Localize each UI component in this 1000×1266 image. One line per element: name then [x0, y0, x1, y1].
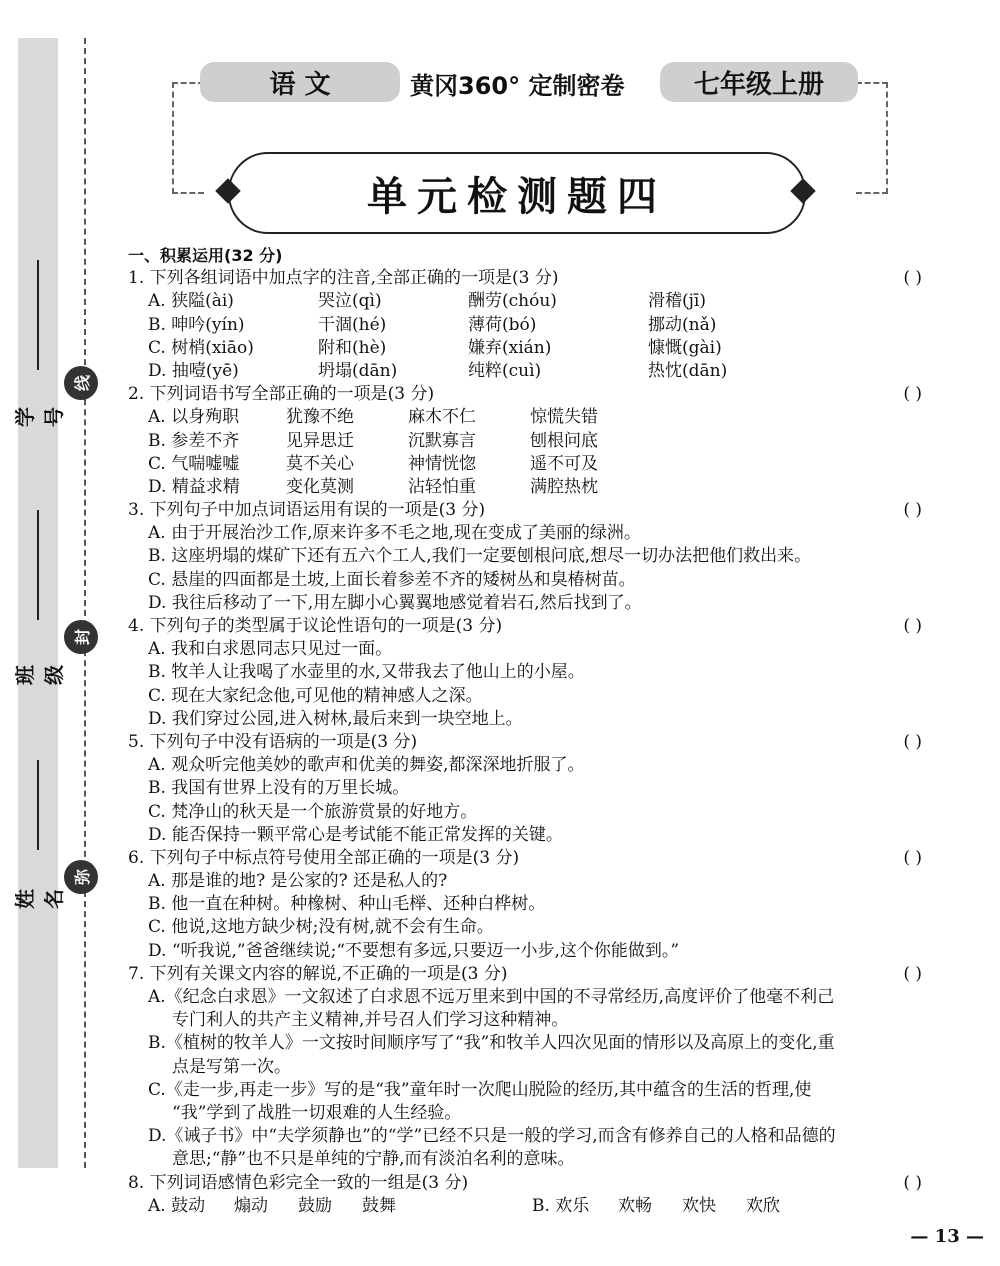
option-line: B. 牧羊人让我喝了水壶里的水,又带我去了他山上的小屋。: [148, 662, 585, 683]
option-line: A. 观众听完他美妙的歌声和优美的舞姿,都深深地折服了。: [148, 755, 585, 776]
question-stem: 2. 下列词语书写全部正确的一项是(3 分): [128, 384, 435, 405]
seal-feng: 封: [64, 620, 98, 654]
answer-blank: ( ): [903, 1172, 922, 1193]
option-cell: 薄荷(bó): [468, 314, 537, 335]
answer-blank: ( ): [903, 731, 922, 752]
question-2: [128, 383, 928, 406]
option-row: [128, 430, 928, 453]
option-line: A.《纪念白求恩》一文叙述了白求恩不远万里来到中国的不寻常经历,高度评价了他毫不利己: [148, 987, 835, 1007]
option-line: D. “听我说,”爸爸继续说;“不要想有多远,只要迈一小步,这个你能做到。”: [148, 940, 680, 961]
header-dash-left: [172, 82, 204, 194]
question-stem: 5. 下列句子中没有语病的一项是(3 分): [128, 731, 418, 752]
option-cell: 慷慨(gài): [648, 337, 722, 358]
question-stem: 8. 下列词语感情色彩完全一致的一组是(3 分): [128, 1172, 469, 1193]
option-cell: C. 树梢(xiāo): [148, 337, 254, 358]
question-5: [128, 731, 928, 754]
option-row: [128, 476, 928, 499]
option-row: [128, 337, 928, 360]
option-cell: 干涸(hé): [318, 314, 387, 335]
binding-label-name: 姓名: [13, 889, 66, 909]
option-cell: B. 欢乐: [532, 1195, 590, 1216]
question-4: [128, 615, 928, 638]
option-continuation: 点是写第一次。: [172, 1056, 291, 1077]
option-cell: D. 抽噎(yē): [148, 360, 239, 381]
option-line: C. 悬崖的四面都是土坡,上面长着参差不齐的矮树丛和臭椿树苗。: [148, 569, 636, 590]
option-cell: 酬劳(chóu): [468, 291, 557, 312]
option-cell: 刨根问底: [530, 430, 598, 451]
answer-blank: ( ): [903, 500, 922, 521]
option-line: C.《走一步,再走一步》写的是“我”童年时一次爬山脱险的经历,其中蕴含的生活的哲理,使: [148, 1079, 812, 1100]
exam-content: [128, 244, 928, 1218]
option-cell: A. 以身殉职: [148, 407, 240, 428]
option-row: [128, 406, 928, 429]
question-8: [128, 1172, 928, 1195]
question-3: [128, 499, 928, 522]
option-cell: 附和(hè): [318, 337, 387, 358]
option-cell: 遥不可及: [530, 453, 598, 474]
binding-line-id: [37, 260, 39, 370]
option-cell: 神情恍惚: [408, 453, 476, 474]
option-continuation: “我”学到了战胜一切艰难的人生经验。: [172, 1102, 462, 1123]
option-line: D. 我往后移动了一下,用左脚小心翼翼地感觉着岩石,然后找到了。: [148, 592, 642, 613]
option-cell: 煽动: [234, 1195, 268, 1216]
option-line: B. 他一直在种树。种橡树、种山毛榉、还种白桦树。: [148, 894, 546, 915]
option-cell: A. 狭隘(ài): [148, 291, 234, 312]
answer-blank: ( ): [903, 847, 922, 868]
option-cell: 鼓舞: [362, 1195, 396, 1216]
option-continuation: 专门利人的共产主义精神,并号召人们学习这种精神。: [172, 1010, 569, 1031]
option-cell: 惊慌失错: [530, 407, 598, 428]
option-cell: D. 精益求精: [148, 476, 240, 497]
option-cell: 欢欣: [746, 1195, 780, 1216]
option-line: D. 能否保持一颗平常心是考试能不能正常发挥的关键。: [148, 824, 563, 845]
header-dash-right: [856, 82, 888, 194]
option-row: [128, 1195, 928, 1218]
page-title: 单元检测题四: [228, 152, 806, 234]
option-line: A. 由于开展治沙工作,原来许多不毛之地,现在变成了美丽的绿洲。: [148, 523, 641, 544]
option-cell: 挪动(nǎ): [648, 314, 717, 335]
option-cell: 热忱(dān): [648, 360, 728, 381]
option-cell: B. 参差不齐: [148, 430, 240, 451]
section-heading: 一、积累运用(32 分): [128, 246, 283, 265]
option-line: B. 这座坍塌的煤矿下还有五六个工人,我们一定要刨根问底,想尽一切办法把他们救出来。: [148, 546, 812, 567]
page-number: — 13 —: [910, 1226, 984, 1247]
option-cell: 滑稽(jī): [648, 291, 706, 312]
option-cell: 满腔热枕: [530, 476, 598, 497]
option-cell: 见异思迁: [286, 430, 354, 451]
option-line: B. 我国有世界上没有的万里长城。: [148, 778, 410, 799]
option-cell: 鼓励: [298, 1195, 332, 1216]
option-line: C. 他说,这地方缺少树;没有树,就不会有生命。: [148, 917, 494, 938]
option-cell: A. 鼓动: [148, 1195, 206, 1216]
seal-mi: 弥: [64, 860, 98, 894]
question-stem: 3. 下列句子中加点词语运用有误的一项是(3 分): [128, 500, 486, 521]
seal-xian: 线: [64, 366, 98, 400]
option-row: [128, 314, 928, 337]
option-cell: 麻木不仁: [408, 407, 476, 428]
option-line: D. 我们穿过公园,进入树林,最后来到一块空地上。: [148, 708, 523, 729]
option-cell: B. 呻吟(yín): [148, 314, 245, 335]
binding-label-id: 学号: [13, 407, 66, 427]
option-row: [128, 290, 928, 313]
answer-blank: ( ): [903, 963, 922, 984]
question-stem: 6. 下列句子中标点符号使用全部正确的一项是(3 分): [128, 847, 520, 868]
option-line: A. 那是谁的地? 是公家的? 还是私人的?: [148, 871, 448, 892]
option-cell: 哭泣(qì): [318, 291, 382, 312]
answer-blank: ( ): [903, 268, 922, 289]
question-1: [128, 267, 928, 290]
option-cell: 莫不关心: [286, 453, 354, 474]
binding-line-class: [37, 510, 39, 620]
option-cell: C. 气喘嘘嘘: [148, 453, 240, 474]
option-line: D.《诫子书》中“夫学须静也”的“学”已经不只是一般的学习,而含有修养自己的人格和品德的: [148, 1126, 836, 1147]
option-row: [128, 453, 928, 476]
option-cell: 犹豫不绝: [286, 407, 354, 428]
option-cell: 纯粹(cuì): [468, 360, 542, 381]
answer-blank: ( ): [903, 616, 922, 636]
option-line: A. 我和白求恩同志只见过一面。: [148, 639, 393, 660]
question-stem: 1. 下列各组词语中加点字的注音,全部正确的一项是(3 分): [128, 268, 559, 289]
option-row: [128, 360, 928, 383]
option-cell: 嫌弃(xián): [468, 337, 552, 358]
option-cell: 变化莫测: [286, 476, 354, 497]
option-cell: 欢快: [682, 1195, 716, 1216]
binding-line-name: [37, 760, 39, 850]
binding-label-class: 班级: [13, 665, 66, 685]
answer-blank: ( ): [903, 384, 922, 405]
option-line: C. 现在大家纪念他,可见他的精神感人之深。: [148, 685, 483, 706]
question-stem: 4. 下列句子的类型属于议论性语句的一项是(3 分): [128, 616, 503, 636]
option-cell: 欢畅: [618, 1195, 652, 1216]
question-stem: 7. 下列有关课文内容的解说,不正确的一项是(3 分): [128, 963, 508, 984]
question-7: [128, 963, 928, 986]
series-title: 黄冈360° 定制密卷: [410, 72, 625, 100]
option-continuation: 意思;“静”也不只是单纯的宁静,而有淡泊名利的意味。: [172, 1149, 575, 1170]
option-cell: 坍塌(dān): [318, 360, 398, 381]
grade-pill: 七年级上册: [660, 62, 858, 102]
question-6: [128, 847, 928, 870]
subject-pill: 语 文: [200, 62, 400, 102]
option-line: C. 梵净山的秋天是一个旅游赏景的好地方。: [148, 801, 478, 822]
option-line: B.《植树的牧羊人》一文按时间顺序写了“我”和牧羊人四次见面的情形以及高原上的变化,重: [148, 1033, 835, 1054]
binding-dash-line: [84, 38, 86, 1168]
option-cell: 沾轻怕重: [408, 476, 476, 497]
option-cell: 沉默寡言: [408, 430, 476, 451]
